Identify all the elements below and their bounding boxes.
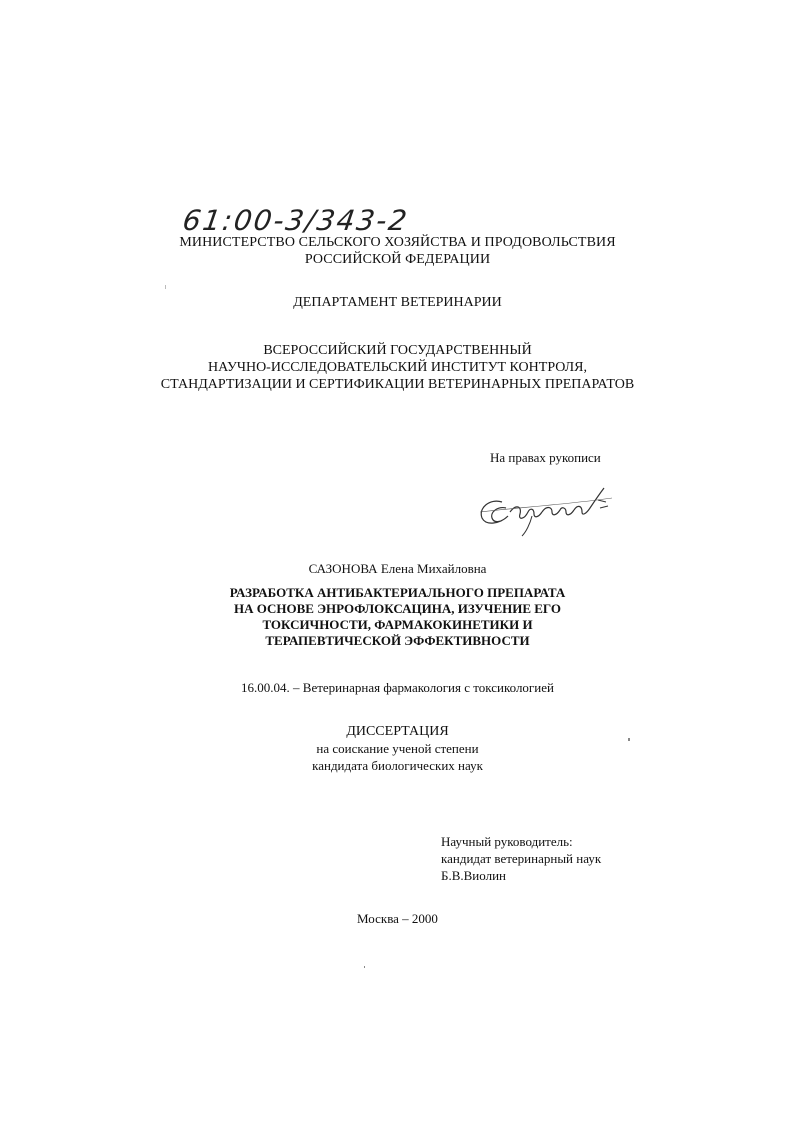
title-line-4: ТЕРАПЕВТИЧЕСКОЙ ЭФФЕКТИВНОСТИ — [265, 633, 530, 648]
dissertation-type — [0, 723, 795, 774]
ministry-line-1: МИНИСТЕРСТВО СЕЛЬСКОГО ХОЗЯЙСТВА И ПРОДОВОЛЬСТВИЯ — [179, 235, 616, 250]
author-signature — [472, 478, 632, 538]
city-year: Москва – 2000 — [357, 911, 438, 926]
ministry-header — [0, 234, 795, 268]
supervisor-label: Научный руководитель: — [441, 834, 573, 849]
dissertation-label: ДИССЕРТАЦИЯ — [346, 724, 449, 739]
author-name — [0, 561, 795, 577]
degree-line-2: кандидата биологических наук — [312, 758, 483, 773]
supervisor-degree: кандидат ветеринарный наук — [441, 851, 602, 866]
author-given-names: Елена Михайловна — [380, 561, 487, 576]
institute-line-3: СТАНДАРТИЗАЦИИ И СЕРТИФИКАЦИИ ВЕТЕРИНАРНЫХ ПРЕПАРАТОВ — [160, 377, 635, 392]
title-line-2: НА ОСНОВЕ ЭНРОФЛОКСАЦИНА, ИЗУЧЕНИЕ ЕГО — [233, 601, 561, 616]
specialty-line — [0, 680, 795, 696]
scan-speck — [628, 738, 630, 741]
manuscript-rights-note: На правах рукописи — [490, 450, 601, 465]
ministry-line-2: РОССИЙСКОЙ ФЕДЕРАЦИИ — [304, 252, 491, 267]
institute-line-1: ВСЕРОССИЙСКИЙ ГОСУДАРСТВЕННЫЙ — [263, 343, 532, 358]
degree-line-1: на соискание ученой степени — [316, 741, 479, 756]
handwritten-registration-code: 61:00-3/343-2 — [180, 204, 411, 237]
title-line-3: ТОКСИЧНОСТИ, ФАРМАКОКИНЕТИКИ И — [262, 617, 533, 632]
title-line-1: РАЗРАБОТКА АНТИБАКТЕРИАЛЬНОГО ПРЕПАРАТА — [229, 585, 566, 600]
specialty-separator: – — [293, 680, 300, 695]
institute-name — [0, 342, 795, 393]
dissertation-title — [0, 585, 795, 649]
specialty-code: 16.00.04. — [241, 680, 290, 695]
specialty-name: Ветеринарная фармакология с токсикологией — [302, 680, 554, 695]
supervisor-name: Б.В.Виолин — [441, 868, 506, 883]
scan-speck — [165, 285, 166, 289]
department-name: ДЕПАРТАМЕНТ ВЕТЕРИНАРИИ — [293, 295, 502, 310]
institute-line-2: НАУЧНО-ИССЛЕДОВАТЕЛЬСКИЙ ИНСТИТУТ КОНТРОЛЯ, — [207, 360, 588, 375]
scan-speck — [364, 966, 365, 968]
author-surname: САЗОНОВА — [308, 561, 378, 576]
supervisor-block — [441, 833, 601, 884]
